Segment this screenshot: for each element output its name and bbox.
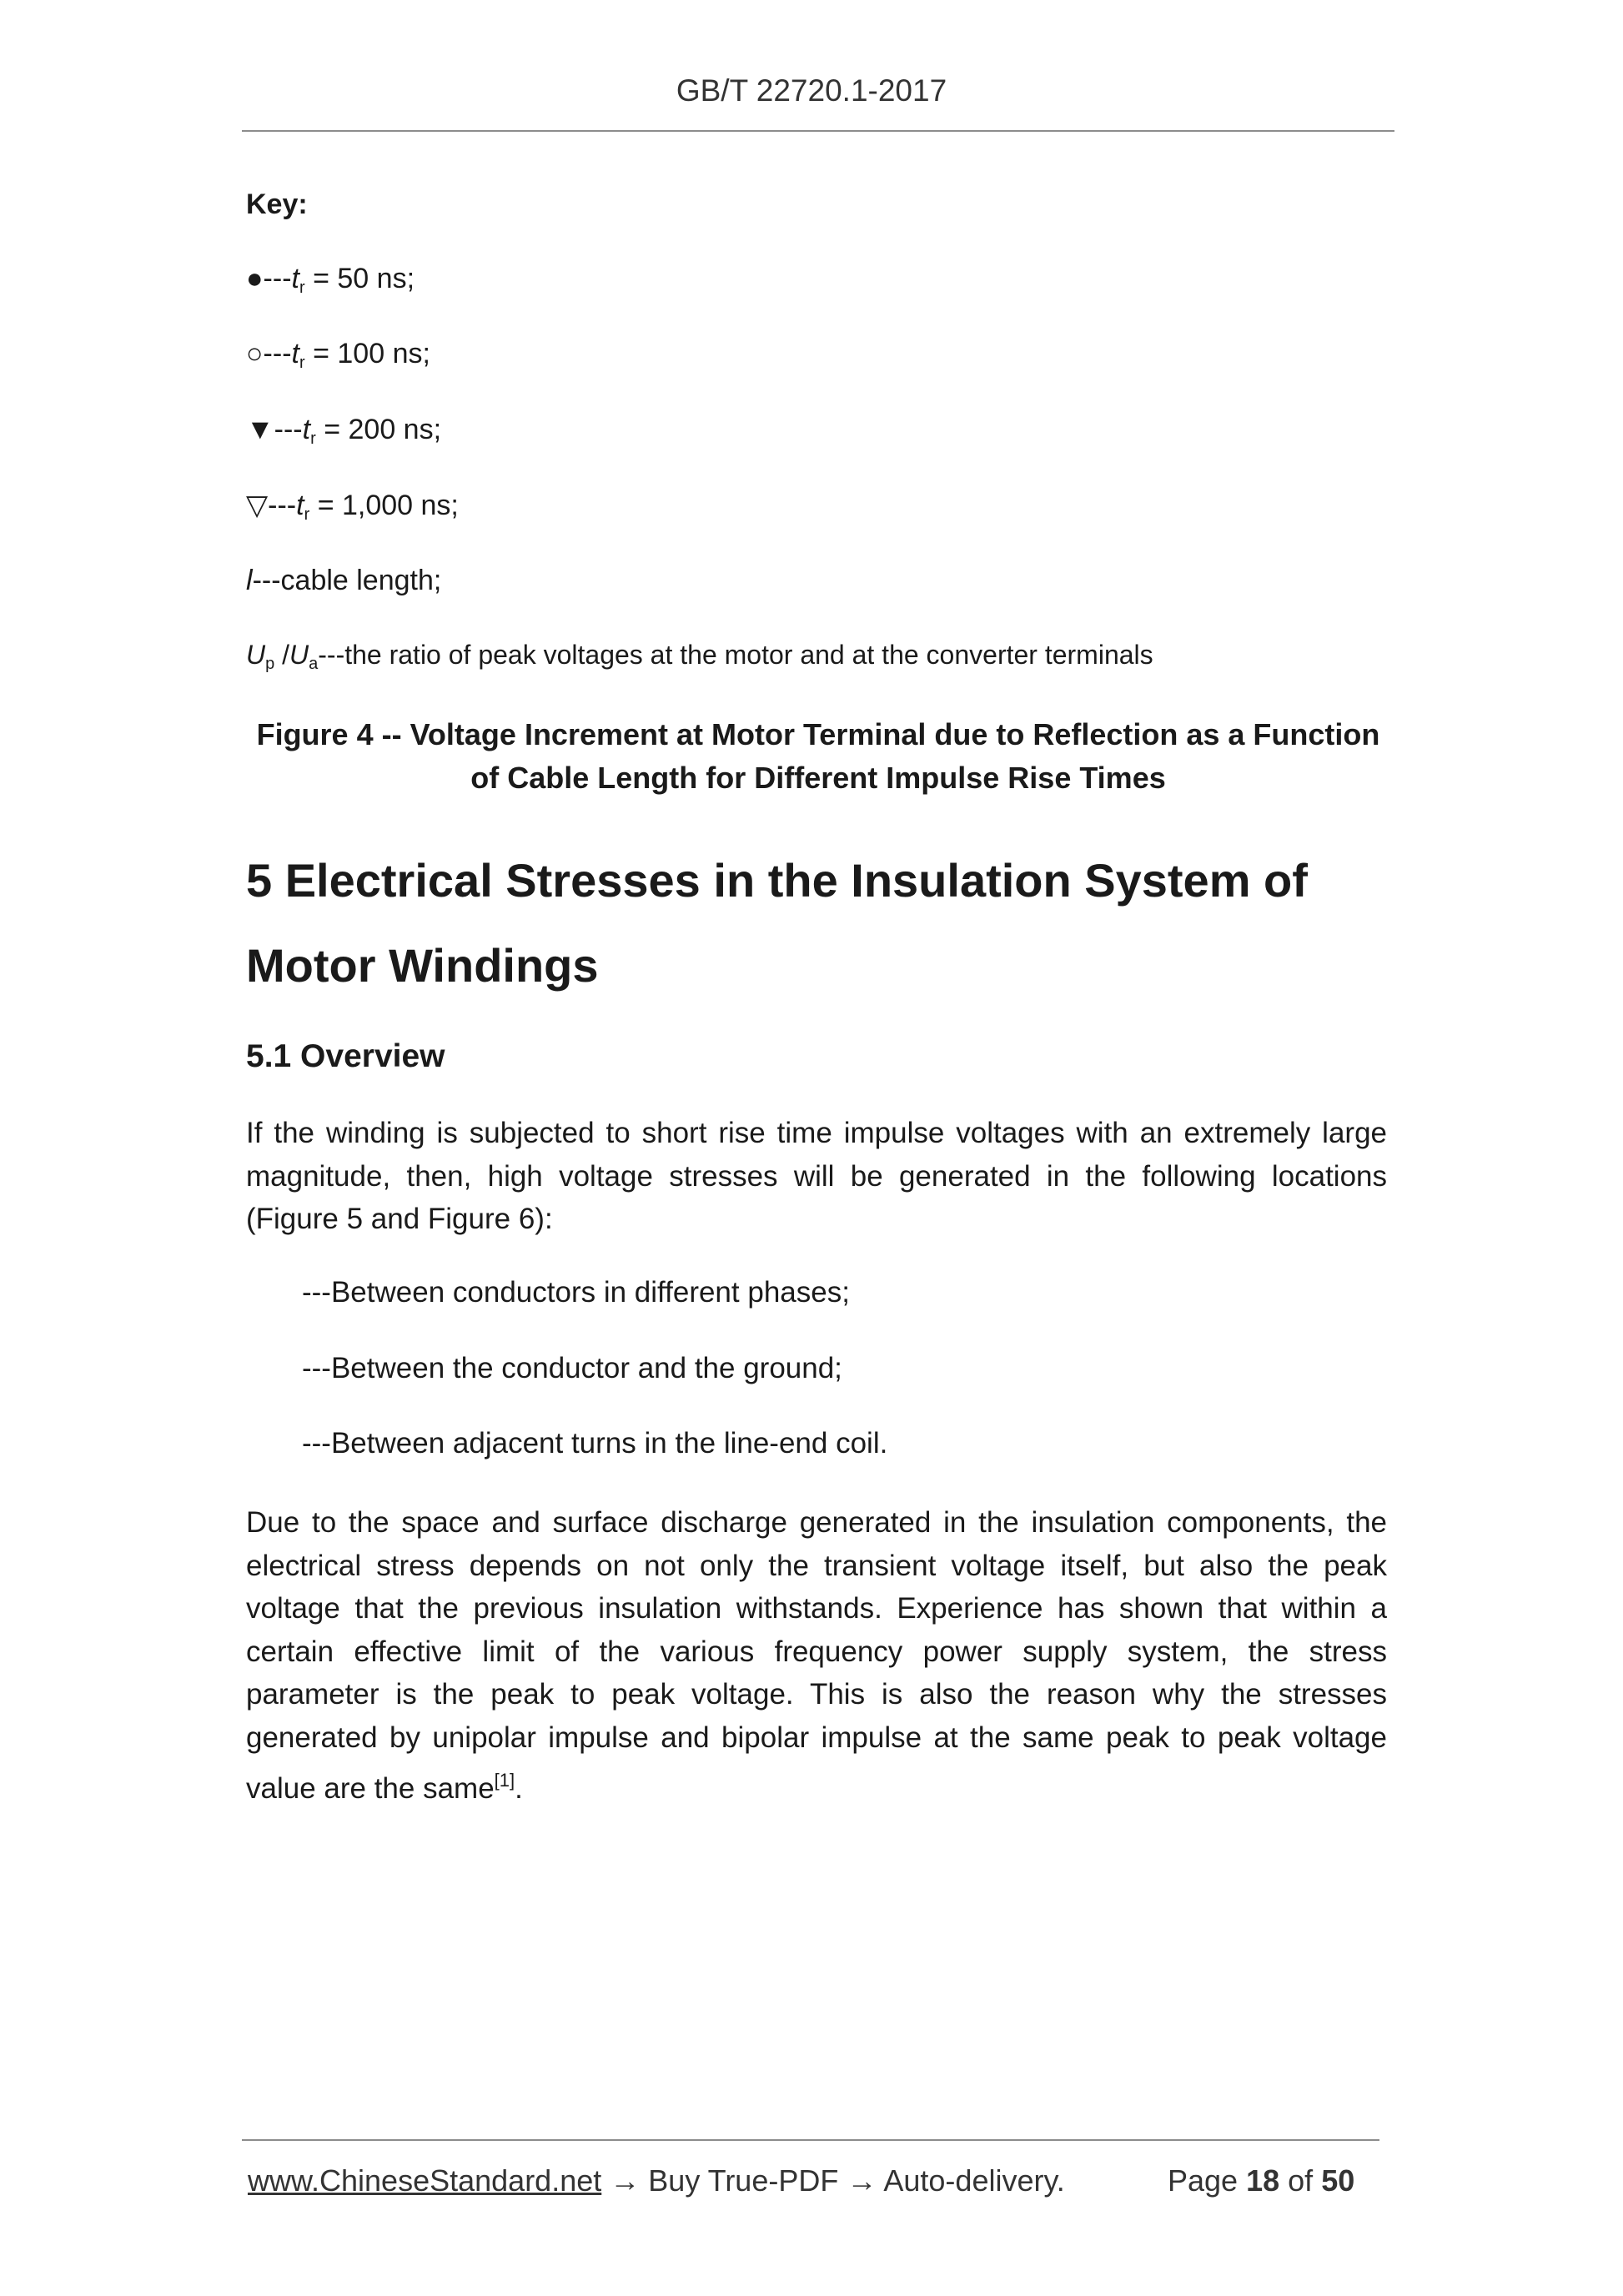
key-item: $▼---t_r = 200$ ns; [246, 414, 442, 448]
footer-promo: www.ChineseStandard.net → Buy True-PDF → Auto-delivery. [248, 2163, 1065, 2198]
key-item: $▽---t_r = 1,000$ ns; [246, 490, 459, 524]
key-item: $○---t_r = 100$ ns; [246, 338, 430, 372]
document-header: GB/T 22720.1-2017 [676, 73, 947, 108]
key-symbol: ● [246, 263, 264, 294]
arrow-right-icon: → [610, 2163, 641, 2198]
paragraph: Due to the space and surface discharge generated in the insulation components, the electrical stress depends on not only the transient voltage itself, but also the peak voltage that the previous insulation withstands. Experience has shown that within a certain effective limit of the various frequency power supply system, the stress parameter is the peak to peak voltage. This is also the reason why the stresses generated by unipolar impulse and bipolar impulse at the same peak to peak voltage value are the same[1]. [246, 1506, 1387, 1805]
key-symbol: ○ [246, 338, 264, 369]
key-item-voltage-ratio: $U_p$ $/U_a--$-the ratio of peak voltages at the motor and at the converter terminals [246, 640, 1153, 673]
key-item-cable-length: l---cable length; [246, 565, 442, 596]
website-link[interactable]: www.ChineseStandard.net [248, 2163, 602, 2198]
key-symbol: ▼ [246, 414, 274, 445]
list-item: ---Between adjacent turns in the line-end coil. [302, 1427, 888, 1459]
header-divider [242, 130, 1394, 132]
footer-divider [242, 2139, 1379, 2141]
arrow-right-icon: → [847, 2163, 877, 2198]
key-item: $●---t_r = 50$ ns; [246, 263, 415, 297]
page-number: Page 18 of 50 [1168, 2163, 1355, 2198]
key-symbol: ▽ [246, 490, 269, 521]
paragraph: If the winding is subjected to short rise time impulse voltages with an extremely large magnitude, then, high voltage stresses will be generated in the following locations (Figure 5 and Figure 6): [246, 1117, 1387, 1235]
subsection-title: 5.1 Overview [246, 1038, 445, 1074]
list-item: ---Between conductors in different phases; [302, 1276, 850, 1309]
section-title: 5 Electrical Stresses in the Insulation System of Motor Windings [246, 854, 1308, 992]
citation-reference[interactable]: [1] [494, 1770, 515, 1791]
figure-caption: Figure 4 -- Voltage Increment at Motor Terminal due to Reflection as a Function of Cable Length for Different Impulse Rise Times [256, 717, 1380, 795]
list-item: ---Between the conductor and the ground; [302, 1352, 842, 1384]
key-title: Key: [246, 188, 308, 220]
